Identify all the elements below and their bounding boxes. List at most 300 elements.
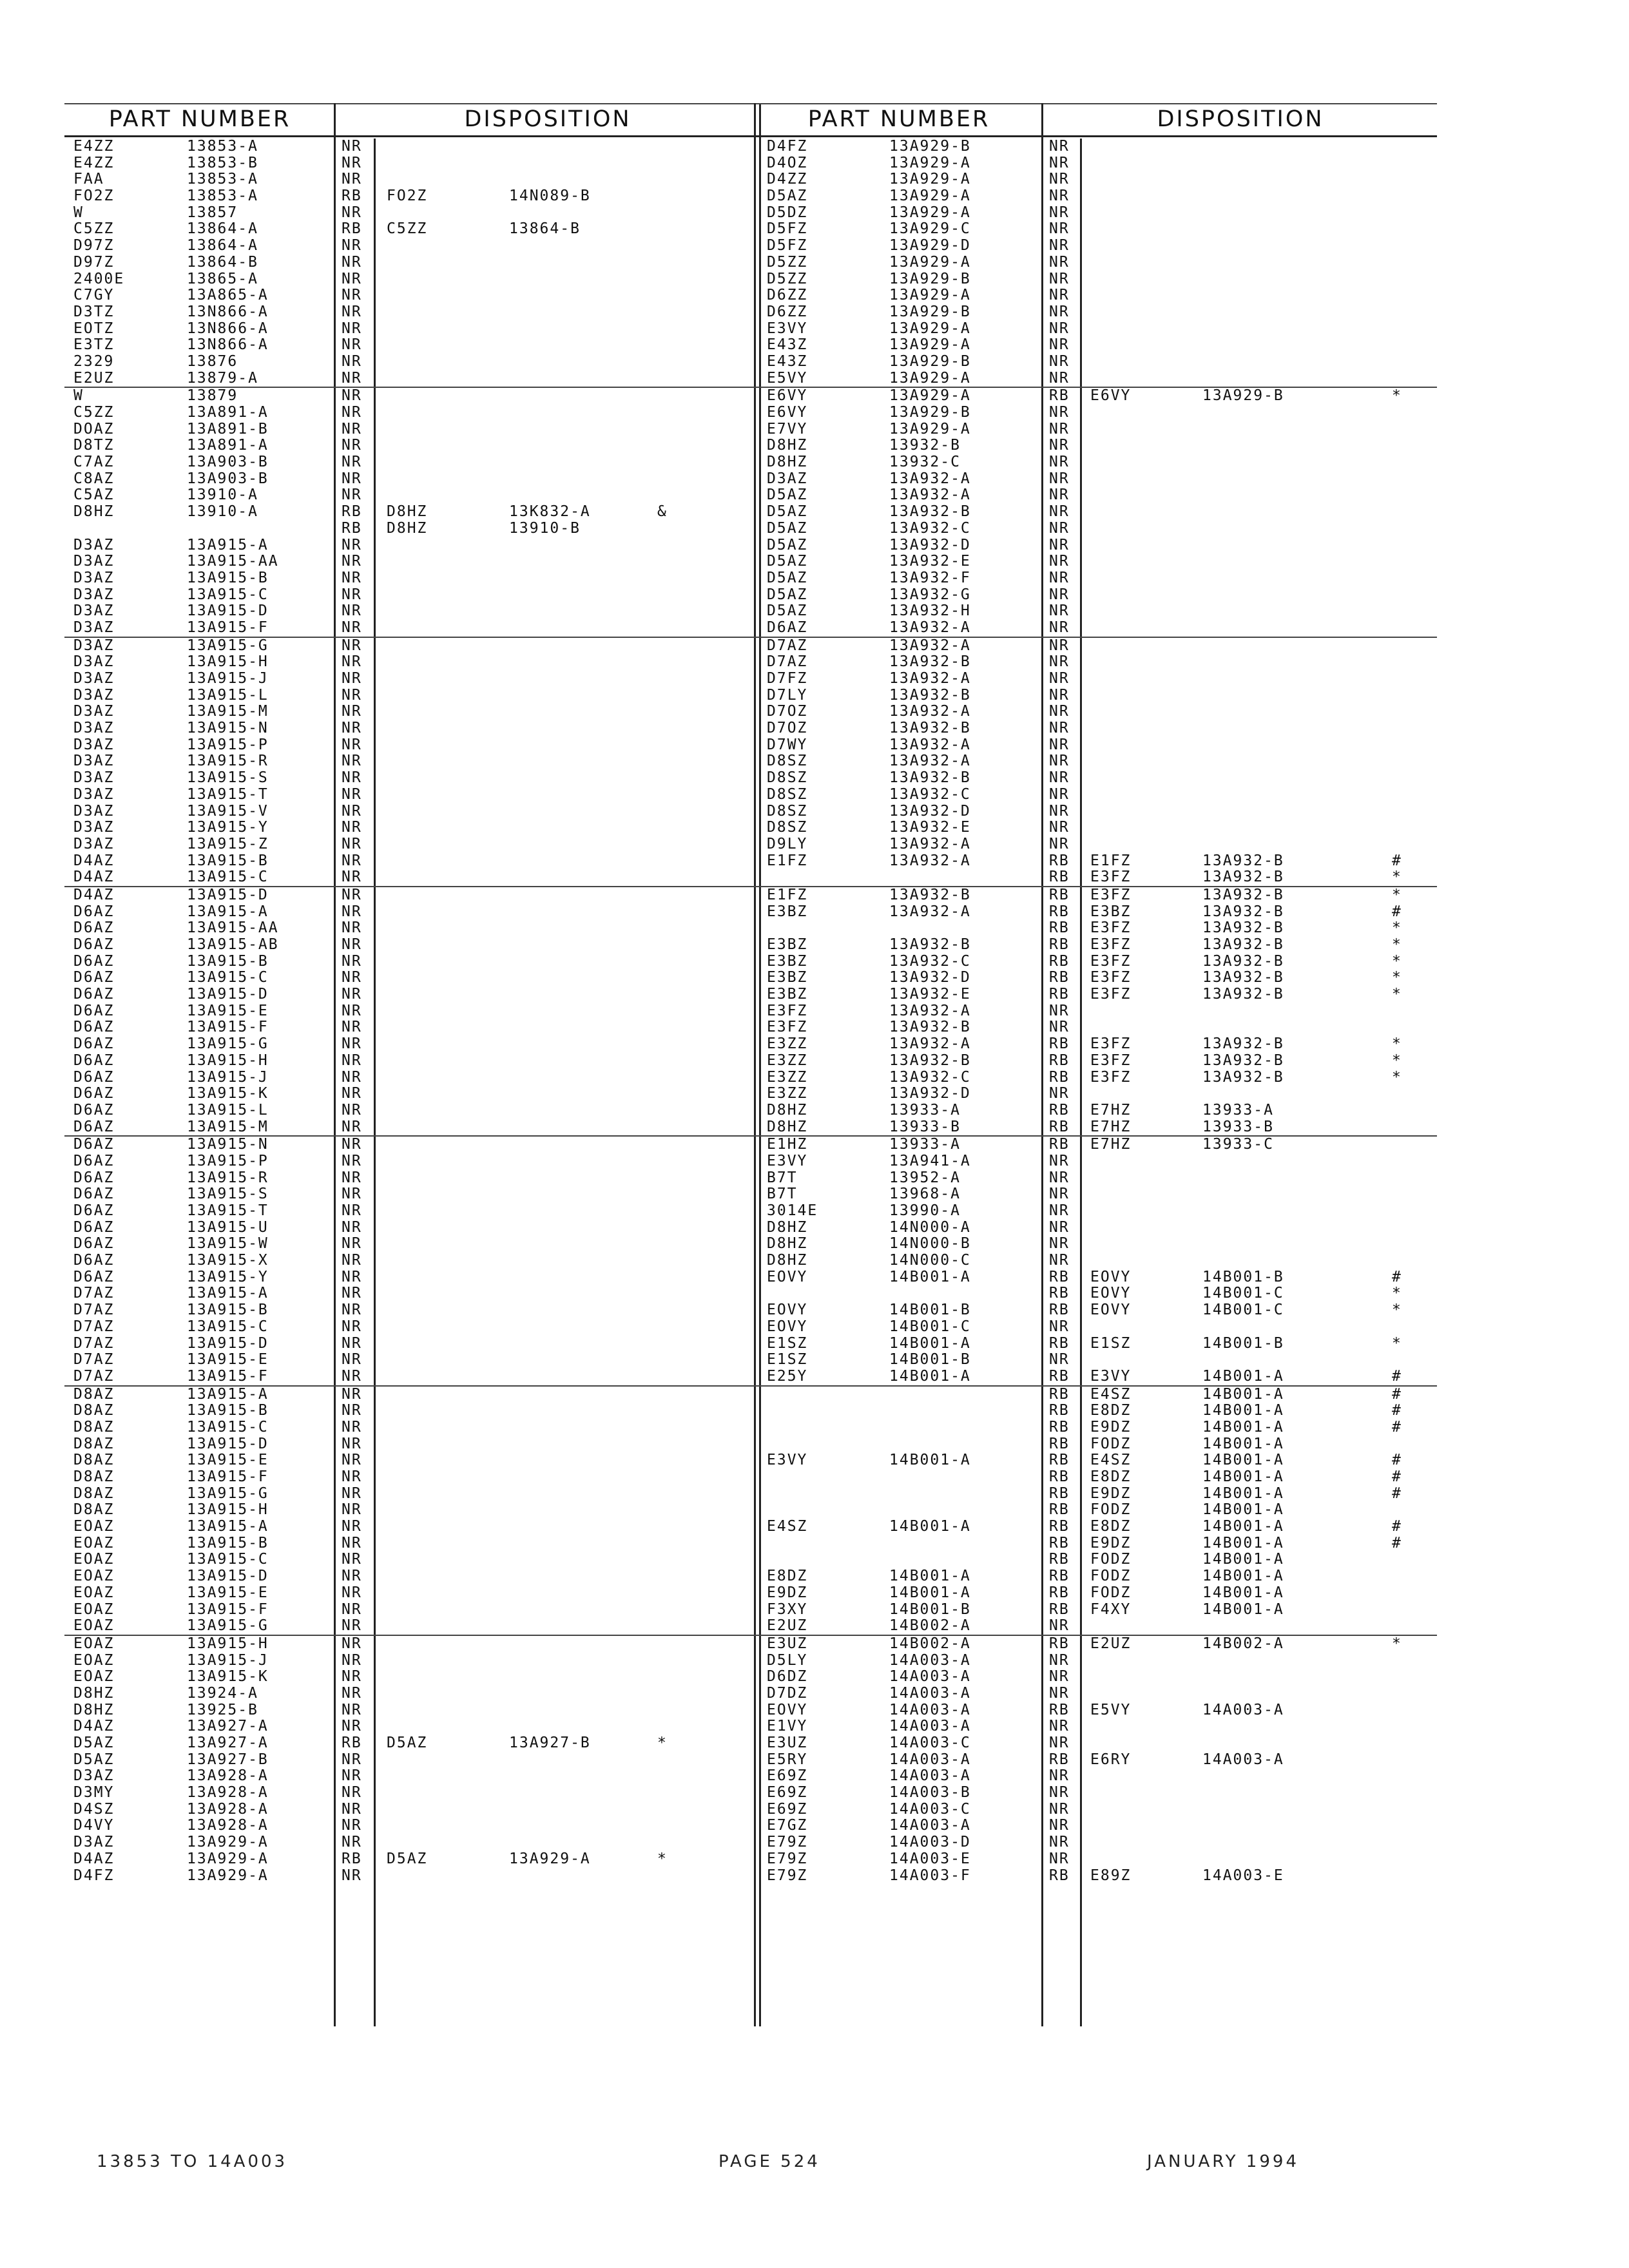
table-row <box>754 1602 1437 1619</box>
table-row <box>64 405 760 421</box>
replacement-number-cell: 14A003-E <box>1202 1867 1284 1884</box>
disposition-code-cell: NR <box>342 637 362 654</box>
prefix-cell: D6AZ <box>73 1202 115 1219</box>
footer-range: 13853 TO 14A003 <box>97 2152 288 2171</box>
part-number-cell: 13A915-V <box>187 802 269 820</box>
table-row <box>64 986 760 1003</box>
disposition-code-cell: NR <box>1049 1085 1070 1102</box>
disposition-code-cell: NR <box>342 1501 362 1519</box>
table-row <box>754 904 1437 921</box>
part-number-cell: 13A929-B <box>889 303 971 320</box>
table-row <box>754 287 1437 304</box>
table-row <box>754 1253 1437 1269</box>
prefix-cell: E3ZZ <box>767 1035 808 1053</box>
disposition-code-cell: NR <box>1049 686 1070 704</box>
disposition-code-cell: NR <box>342 1085 362 1102</box>
table-row <box>754 1486 1437 1503</box>
prefix-cell: D6AZ <box>73 1218 115 1236</box>
disposition-code-cell: NR <box>342 1684 362 1702</box>
disposition-code-cell: NR <box>342 1402 362 1419</box>
disposition-code-cell: RB <box>1049 936 1070 953</box>
prefix-cell: EOAZ <box>73 1600 115 1618</box>
part-number-cell: 13A915-B <box>187 1402 269 1419</box>
table-row <box>754 986 1437 1003</box>
disposition-code-cell: NR <box>342 1668 362 1686</box>
part-number-cell: 14A003-B <box>889 1784 971 1802</box>
disposition-code-cell: NR <box>1049 637 1070 654</box>
prefix-cell: D4AZ <box>73 869 115 886</box>
disposition-code-cell: NR <box>1049 1169 1070 1186</box>
prefix-cell: D3AZ <box>73 703 115 720</box>
table-row <box>754 188 1437 205</box>
part-number-cell: 14B001-A <box>889 1518 971 1535</box>
prefix-cell: C5ZZ <box>73 220 115 238</box>
prefix-cell: D3AZ <box>73 637 115 654</box>
prefix-cell: D4AZ <box>73 1850 115 1867</box>
part-number-cell: 13A915-T <box>187 1202 269 1219</box>
prefix-cell: E43Z <box>767 336 808 354</box>
table-row <box>64 287 760 304</box>
part-number-cell: 13A929-A <box>889 287 971 304</box>
replacement-prefix-cell: D5AZ <box>387 1735 428 1751</box>
part-number-cell: 13A929-A <box>889 154 971 171</box>
part-number-cell: 13A929-A <box>889 336 971 354</box>
table-row <box>64 937 760 954</box>
replacement-prefix-cell: E8DZ <box>1090 1402 1132 1419</box>
replacement-prefix-cell: E6RY <box>1090 1751 1132 1768</box>
part-number-cell: 13853-A <box>187 171 258 188</box>
part-number-cell: 13924-A <box>187 1684 258 1702</box>
table-row <box>754 1203 1437 1220</box>
note-mark-cell: * <box>1392 969 1402 986</box>
replacement-prefix-cell: EOVY <box>1090 1268 1132 1285</box>
table-row <box>64 1635 760 1653</box>
replacement-number-cell: 13933-C <box>1202 1136 1274 1153</box>
part-number-cell: 13A915-L <box>187 1101 269 1119</box>
prefix-cell: FO2Z <box>73 187 115 205</box>
part-number-cell: 13A929-A <box>889 420 971 437</box>
prefix-cell: E3ZZ <box>767 1052 808 1069</box>
note-mark-cell: # <box>1392 1385 1402 1403</box>
disposition-code-cell: NR <box>1049 303 1070 320</box>
disposition-code-cell: NR <box>342 1367 362 1385</box>
disposition-code-cell: NR <box>342 919 362 937</box>
disposition-code-cell: NR <box>342 1867 362 1884</box>
part-number-cell: 13857 <box>187 204 238 221</box>
replacement-number-cell: 14B001-A <box>1202 1518 1284 1535</box>
table-row <box>64 487 760 504</box>
replacement-prefix-cell: E6VY <box>1090 387 1132 405</box>
disposition-code-cell: NR <box>1049 336 1070 354</box>
replacement-prefix-cell: EOVY <box>1090 1285 1132 1302</box>
replacement-prefix-cell: F4XY <box>1090 1600 1132 1618</box>
disposition-code-cell: NR <box>1049 1186 1070 1203</box>
prefix-cell: D5AZ <box>767 536 808 553</box>
replacement-number-cell: 14B001-A <box>1202 1418 1284 1436</box>
prefix-cell: EOAZ <box>73 1635 115 1652</box>
table-row <box>64 238 760 255</box>
table-row <box>754 1669 1437 1686</box>
table-row <box>754 1102 1437 1119</box>
disposition-code-cell: NR <box>342 852 362 869</box>
prefix-cell: D3AZ <box>73 802 115 820</box>
table-row <box>754 737 1437 754</box>
disposition-code-cell: NR <box>1049 270 1070 287</box>
disposition-code-cell: NR <box>342 1169 362 1186</box>
disposition-code-cell: NR <box>1049 1202 1070 1219</box>
prefix-cell: 2329 <box>73 352 115 370</box>
table-row <box>754 1452 1437 1469</box>
replacement-prefix-cell: E7HZ <box>1090 1118 1132 1135</box>
part-number-cell: 14B001-B <box>889 1302 971 1319</box>
part-number-cell: 13A915-T <box>187 785 269 803</box>
table-row <box>64 1469 760 1486</box>
table-row <box>754 1502 1437 1519</box>
part-number-cell: 13A932-A <box>889 1002 971 1019</box>
replacement-prefix-cell: E3FZ <box>1090 969 1132 986</box>
replacement-prefix-cell: FODZ <box>1090 1568 1132 1585</box>
disposition-code-cell: NR <box>342 903 362 920</box>
table-row <box>754 1419 1437 1436</box>
prefix-cell: D8AZ <box>73 1418 115 1436</box>
replacement-prefix-cell: E9DZ <box>1090 1418 1132 1436</box>
table-row <box>64 188 760 205</box>
replacement-prefix-cell: E9DZ <box>1090 1534 1132 1552</box>
part-number-cell: 13N866-A <box>187 336 269 354</box>
table-row <box>64 387 760 405</box>
part-number-cell: 13A915-H <box>187 1052 269 1069</box>
table-row <box>754 1236 1437 1253</box>
table-row <box>754 1702 1437 1719</box>
prefix-cell: D5ZZ <box>767 253 808 271</box>
disposition-code-cell: NR <box>342 653 362 671</box>
part-number-cell: 13A929-A <box>187 1850 269 1867</box>
part-number-cell: 13A929-A <box>889 253 971 271</box>
replacement-prefix-cell: EOVY <box>1090 1302 1132 1319</box>
prefix-cell: D3AZ <box>73 785 115 803</box>
note-mark-cell: # <box>1392 903 1402 920</box>
table-row <box>754 321 1437 338</box>
prefix-cell: D7AZ <box>73 1302 115 1319</box>
table-row <box>64 1119 760 1136</box>
table-row <box>64 1319 760 1336</box>
table-row <box>754 1269 1437 1286</box>
disposition-code-cell: NR <box>1049 138 1070 155</box>
table-row <box>64 1653 760 1669</box>
replacement-number-cell: 14B001-A <box>1202 1468 1284 1485</box>
part-number-cell: 13A915-AA <box>187 919 279 937</box>
part-number-cell: 13A915-H <box>187 1635 269 1652</box>
table-row <box>754 1403 1437 1419</box>
part-number-cell: 13A915-F <box>187 1367 269 1385</box>
prefix-cell: D5AZ <box>767 486 808 504</box>
part-number-cell: 14B001-A <box>889 1334 971 1352</box>
prefix-cell: FAA <box>73 171 104 188</box>
replacement-number-cell: 14B001-A <box>1202 1385 1284 1403</box>
disposition-code-cell: NR <box>1049 769 1070 787</box>
prefix-cell: E69Z <box>767 1800 808 1818</box>
part-number-cell: 13A932-B <box>889 1052 971 1069</box>
disposition-code-cell: NR <box>342 303 362 320</box>
disposition-code-cell: NR <box>342 1767 362 1785</box>
part-number-cell: 13A915-D <box>187 886 269 903</box>
table-row <box>64 1036 760 1053</box>
part-number-cell: 13A927-A <box>187 1735 269 1751</box>
part-number-cell: 13A915-K <box>187 1085 269 1102</box>
replacement-number-cell: 13A932-B <box>1202 869 1284 886</box>
note-mark-cell: & <box>657 503 668 521</box>
part-number-cell: 13A932-H <box>889 602 971 620</box>
disposition-code-cell: NR <box>342 1118 362 1135</box>
table-row <box>64 637 760 655</box>
part-number-header: PART NUMBER <box>108 106 291 132</box>
note-mark-cell: * <box>1392 1635 1402 1652</box>
disposition-code-cell: NR <box>1049 1235 1070 1253</box>
disposition-code-cell: NR <box>342 1817 362 1834</box>
disposition-code-cell: NR <box>342 320 362 337</box>
table-row <box>64 321 760 338</box>
table-row <box>64 139 760 155</box>
right-table <box>754 103 1437 2062</box>
part-number-cell: 13879 <box>187 387 238 405</box>
disposition-code-cell: NR <box>342 1268 362 1285</box>
part-number-cell: 13A915-B <box>187 569 269 586</box>
table-row <box>64 1851 760 1868</box>
replacement-prefix-cell: E3FZ <box>1090 986 1132 1003</box>
disposition-code-cell: NR <box>342 470 362 487</box>
prefix-cell: E4ZZ <box>73 154 115 171</box>
part-number-cell: 13968-A <box>889 1186 961 1203</box>
table-row <box>754 487 1437 504</box>
part-number-cell: 13A932-A <box>889 703 971 720</box>
disposition-code-cell: RB <box>1049 1452 1070 1469</box>
table-row <box>64 1220 760 1236</box>
prefix-cell: E1SZ <box>767 1334 808 1352</box>
table-row <box>754 886 1437 904</box>
part-number-cell: 13990-A <box>889 1202 961 1219</box>
table-row <box>64 720 760 737</box>
prefix-cell: EOAZ <box>73 1534 115 1552</box>
prefix-cell: B7T <box>767 1169 798 1186</box>
prefix-cell: D5AZ <box>767 503 808 521</box>
prefix-cell: E3BZ <box>767 903 808 920</box>
disposition-code-cell: NR <box>342 553 362 570</box>
prefix-cell: E79Z <box>767 1867 808 1884</box>
prefix-cell: D3AZ <box>73 602 115 620</box>
part-number-cell: 13A932-B <box>889 886 971 903</box>
replacement-number-cell: 13A932-B <box>1202 986 1284 1003</box>
part-number-cell: 13865-A <box>187 270 258 287</box>
prefix-cell: D8AZ <box>73 1468 115 1485</box>
note-mark-cell: # <box>1392 852 1402 869</box>
disposition-code-cell: NR <box>1049 486 1070 504</box>
part-number-cell: 13933-A <box>889 1101 961 1119</box>
prefix-cell: D6AZ <box>73 919 115 937</box>
table-row <box>754 255 1437 271</box>
prefix-cell: D6AZ <box>73 1002 115 1019</box>
table-row <box>64 1552 760 1568</box>
table-row <box>754 1352 1437 1369</box>
prefix-cell: E43Z <box>767 352 808 370</box>
disposition-code-cell: NR <box>342 1252 362 1269</box>
prefix-cell: E7VY <box>767 420 808 437</box>
prefix-cell: E1HZ <box>767 1136 808 1153</box>
replacement-prefix-cell: E1FZ <box>1090 852 1132 869</box>
part-number-cell: 13A915-P <box>187 1152 269 1169</box>
table-row <box>754 1686 1437 1702</box>
table-row <box>754 205 1437 222</box>
table-row <box>64 1236 760 1253</box>
table-row <box>754 1336 1437 1352</box>
replacement-prefix-cell: E7HZ <box>1090 1101 1132 1119</box>
table-row <box>754 920 1437 937</box>
disposition-code-cell: NR <box>1049 835 1070 852</box>
disposition-code-cell: NR <box>342 253 362 271</box>
disposition-code-cell: NR <box>342 602 362 620</box>
header-rule <box>754 135 1437 137</box>
part-number-cell: 14A003-A <box>889 1817 971 1834</box>
prefix-cell: E4SZ <box>767 1518 808 1535</box>
disposition-code-cell: RB <box>1049 1751 1070 1768</box>
table-row <box>64 587 760 604</box>
disposition-code-cell: NR <box>1049 1252 1070 1269</box>
table-row <box>64 221 760 238</box>
note-mark-cell: * <box>1392 886 1402 903</box>
disposition-code-cell: NR <box>342 454 362 471</box>
note-mark-cell: * <box>1392 1302 1402 1319</box>
prefix-cell: D5AZ <box>767 602 808 620</box>
part-number-cell: 13910-A <box>187 486 258 504</box>
disposition-code-cell: NR <box>342 1068 362 1086</box>
prefix-cell: W <box>73 204 84 221</box>
prefix-cell: E79Z <box>767 1834 808 1851</box>
table-row <box>754 1369 1437 1385</box>
replacement-prefix-cell: E2UZ <box>1090 1635 1132 1652</box>
disposition-code-cell: RB <box>1049 1534 1070 1552</box>
prefix-cell: D8HZ <box>767 1235 808 1253</box>
part-number-cell: 13933-B <box>889 1118 961 1135</box>
table-row <box>64 1203 760 1220</box>
replacement-number-cell: 14B001-A <box>1202 1568 1284 1585</box>
part-number-cell: 14B001-B <box>889 1351 971 1369</box>
prefix-cell: D3AZ <box>73 653 115 671</box>
disposition-code-cell: NR <box>342 785 362 803</box>
disposition-code-cell: NR <box>342 1334 362 1352</box>
table-row <box>754 1718 1437 1735</box>
table-row <box>64 1170 760 1187</box>
table-row <box>64 337 760 354</box>
table-row <box>64 1086 760 1102</box>
prefix-cell: D8HZ <box>767 454 808 471</box>
prefix-cell: E3BZ <box>767 952 808 970</box>
disposition-code-cell: RB <box>1049 1367 1070 1385</box>
disposition-code-cell: NR <box>342 1751 362 1768</box>
disposition-code-cell: NR <box>342 404 362 421</box>
part-number-cell: 14B001-B <box>889 1600 971 1618</box>
prefix-cell: E1FZ <box>767 886 808 903</box>
disposition-code-cell: NR <box>342 1385 362 1403</box>
replacement-prefix-cell: E9DZ <box>1090 1485 1132 1502</box>
prefix-cell: C8AZ <box>73 470 115 487</box>
part-number-cell: 14B002-A <box>889 1617 971 1635</box>
table-row <box>754 853 1437 870</box>
table-row <box>754 421 1437 438</box>
part-number-cell: 13A915-H <box>187 1501 269 1519</box>
part-number-cell: 14N000-C <box>889 1252 971 1269</box>
prefix-cell: E3FZ <box>767 1002 808 1019</box>
table-row <box>64 1535 760 1552</box>
disposition-code-cell: NR <box>342 1485 362 1502</box>
table-row <box>64 155 760 172</box>
table-row <box>64 437 760 454</box>
replacement-prefix-cell: E3FZ <box>1090 1035 1132 1053</box>
disposition-code-cell: NR <box>342 369 362 387</box>
table-row <box>64 1070 760 1086</box>
table-row <box>754 139 1437 155</box>
prefix-cell: E3VY <box>767 1152 808 1169</box>
prefix-cell: D3AZ <box>73 1767 115 1785</box>
replacement-number-cell: 13933-B <box>1202 1118 1274 1135</box>
part-number-cell: 13A932-A <box>889 637 971 654</box>
part-number-cell: 13925-B <box>187 1701 258 1718</box>
disposition-code-cell: NR <box>1049 369 1070 387</box>
note-mark-cell: # <box>1392 1367 1402 1385</box>
disposition-code-cell: NR <box>1049 237 1070 255</box>
table-row <box>754 221 1437 238</box>
prefix-cell: D6AZ <box>73 1101 115 1119</box>
table-row <box>64 1419 760 1436</box>
prefix-cell: D6AZ <box>767 619 808 636</box>
part-number-cell: 13A941-A <box>889 1152 971 1169</box>
disposition-code-cell: RB <box>1049 919 1070 937</box>
table-row <box>754 803 1437 820</box>
part-number-cell: 13A915-F <box>187 1468 269 1485</box>
table-row <box>64 654 760 671</box>
table-row <box>64 737 760 754</box>
replacement-number-cell: 14B001-A <box>1202 1367 1284 1385</box>
note-mark-cell: # <box>1392 1452 1402 1469</box>
replacement-prefix-cell: E3FZ <box>1090 886 1132 903</box>
note-mark-cell: * <box>1392 1334 1402 1352</box>
disposition-code-cell: NR <box>1049 253 1070 271</box>
replacement-number-cell: 13K832-A <box>509 503 591 521</box>
disposition-code-cell: NR <box>342 1152 362 1169</box>
table-row <box>754 271 1437 288</box>
part-number-cell: 14B001-A <box>889 1367 971 1385</box>
disposition-code-cell: NR <box>342 569 362 586</box>
prefix-cell: D8HZ <box>767 1252 808 1269</box>
disposition-code-cell: NR <box>342 1418 362 1436</box>
prefix-cell: D6AZ <box>73 1118 115 1135</box>
disposition-code-cell: NR <box>1049 1152 1070 1169</box>
table-row <box>64 504 760 521</box>
prefix-cell: E5VY <box>767 369 808 387</box>
prefix-cell: D8HZ <box>73 1701 115 1718</box>
note-mark-cell: * <box>657 1735 668 1751</box>
part-number-cell: 13A891-A <box>187 437 269 454</box>
part-number-cell: 14A003-A <box>889 1684 971 1702</box>
part-number-cell: 13A903-B <box>187 454 269 471</box>
prefix-cell: C7AZ <box>73 454 115 471</box>
table-row <box>64 671 760 687</box>
replacement-number-cell: 13A927-B <box>509 1735 591 1751</box>
disposition-code-cell: NR <box>1049 1318 1070 1335</box>
prefix-cell: D3AZ <box>73 619 115 636</box>
prefix-cell: D3AZ <box>73 536 115 553</box>
prefix-cell: E6VY <box>767 404 808 421</box>
prefix-cell: D5AZ <box>767 553 808 570</box>
table-row <box>754 687 1437 704</box>
